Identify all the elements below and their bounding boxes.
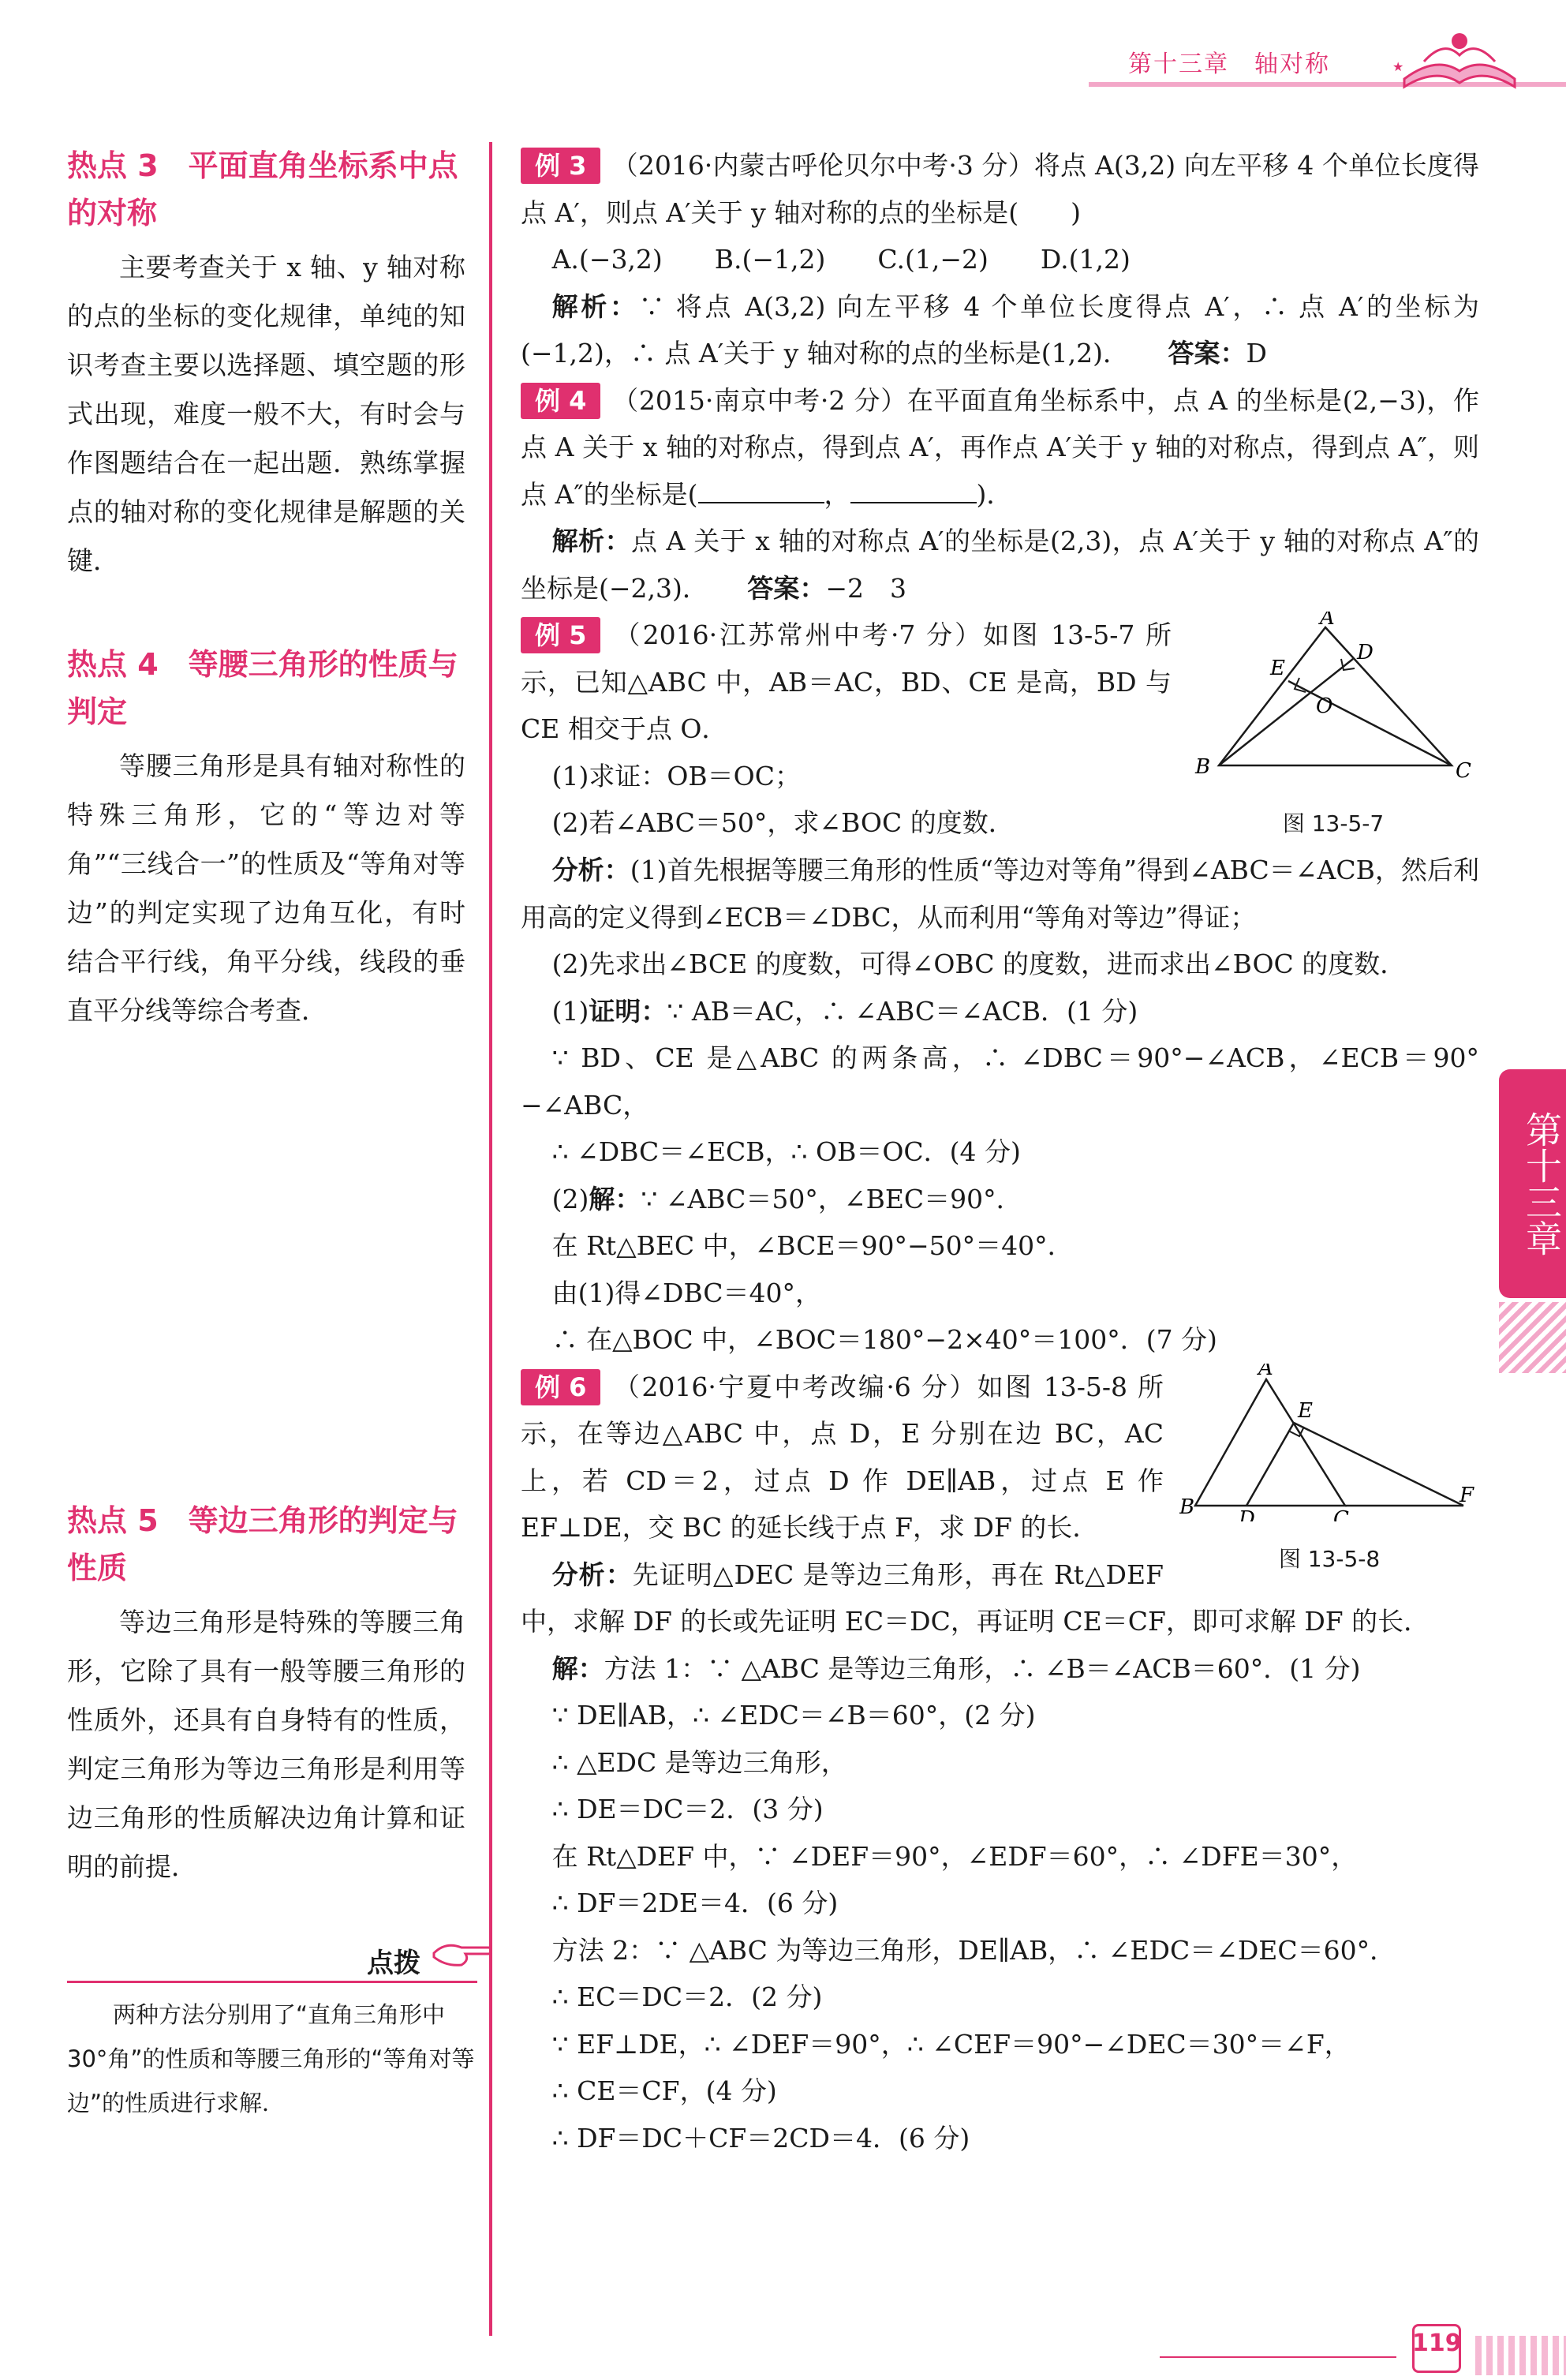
example-5-proof-line-2: ∵ BD、CE 是△ABC 的两条高，∴ ∠DBC＝90°−∠ACB，∠ECB＝90°−∠ABC， xyxy=(521,1042,1479,1121)
example-5-proof-prefix: (1) xyxy=(551,995,589,1027)
chapter-side-tab-label: 第十三章 xyxy=(1520,1111,1563,1256)
example-6-analysis-label: 分析： xyxy=(551,1559,633,1590)
hotspot-5 xyxy=(67,1497,465,1892)
example-5 xyxy=(521,612,1479,1364)
fig1-label-a: A xyxy=(1320,612,1335,630)
example-5-analysis-2: (2)先求出∠BCE 的度数，可得∠OBC 的度数，进而求出∠BOC 的度数． xyxy=(551,949,1407,979)
example-6-sol-line-8: ∵ EF⊥DE，∴ ∠DEF＝90°，∴ ∠CEF＝90°−∠DEC＝30°＝∠F， xyxy=(551,2028,1351,2060)
side-tab-stripes xyxy=(1499,1302,1566,1373)
example-5-sol-line-1: 在 Rt△BEC 中，∠BCE＝90°−50°＝40°． xyxy=(551,1230,1074,1261)
example-5-analysis-1: (1)首先根据等腰三角形的性质“等边对等角”得到∠ABC＝∠ACB，然后利用高的定义得到∠ECB＝∠DBC，从而利用“等角对等边”得证； xyxy=(521,855,1480,933)
example-6-sol-label: 解： xyxy=(551,1652,604,1684)
example-4-analysis-label: 解析： xyxy=(551,526,632,556)
figure-13-5-7-caption: 图 13-5-7 xyxy=(1282,810,1385,836)
example-5-stem: （2016·江苏常州中考·7 分）如图 13-5-7 所示，已知△ABC 中，AB＝AC，BD、CE 是高，BD 与 CE 相交于点 O． xyxy=(521,619,1172,744)
example-6-sol-line-3: ∴ DE＝DC＝2．(3 分) xyxy=(551,1794,824,1824)
fig2-label-a: A xyxy=(1258,1363,1273,1380)
example-5-proof-label: 证明： xyxy=(589,995,667,1027)
example-4-answer: −2 3 xyxy=(825,572,907,604)
example-5-label: 例 5 xyxy=(521,617,600,653)
answer-blank-2 xyxy=(850,480,977,503)
tip-body: 两种方法分别用了“直角三角形中 30°角”的性质和等腰三角形的“等角对等边”的性质进行求解． xyxy=(67,2001,475,2116)
fig2-label-c: C xyxy=(1333,1506,1349,1521)
fig1-label-e: E xyxy=(1270,657,1285,680)
hotspot-3-title: 热点 3 平面直角坐标系中点的对称 xyxy=(67,148,458,230)
figure-13-5-8 xyxy=(1179,1364,1479,1583)
example-6-sol-line-9: ∴ CE＝CF，(4 分) xyxy=(551,2075,777,2106)
column-divider xyxy=(489,142,492,2336)
fig1-label-d: D xyxy=(1357,641,1374,664)
chapter-header-title: 第十三章 轴对称 xyxy=(1128,51,1330,78)
example-5-q1: (1)求证：OB＝OC； xyxy=(551,760,801,791)
footer-line xyxy=(1160,2356,1396,2358)
example-4-label: 例 4 xyxy=(521,383,600,419)
example-5-proof-line-3: ∴ ∠DBC＝∠ECB，∴ OB＝OC．(4 分) xyxy=(551,1136,1021,1167)
examples-column xyxy=(521,142,1479,2161)
example-5-sol-prefix: (2) xyxy=(551,1183,589,1214)
example-5-sol-line-2: 由(1)得∠DBC＝40°， xyxy=(551,1277,822,1308)
example-5-sol-line-3: ∴ 在△BOC 中，∠BOC＝180°−2×40°＝100°．(7 分) xyxy=(551,1324,1217,1355)
example-3-analysis-label: 解析： xyxy=(551,290,639,322)
example-4 xyxy=(521,377,1479,612)
hotspot-4-body: 等腰三角形是具有轴对称性的特殊三角形，它的“等边对等角”“三线合一”的性质及“等角对等边”的判定实现了边角互化，有时结合平行线，角平分线，线段的垂直平分线等综合考查． xyxy=(67,750,465,1026)
example-5-proof-line-1: ∵ AB＝AC，∴ ∠ABC＝∠ACB．(1 分) xyxy=(667,995,1138,1027)
example-4-answer-label: 答案： xyxy=(747,572,826,604)
page-number: 119 xyxy=(1412,2329,1462,2357)
example-6-sol-line-2: ∴ △EDC 是等边三角形， xyxy=(551,1746,847,1778)
example-4-stem-b: )． xyxy=(976,478,1013,510)
example-6-sol-first: 方法 1：∵ △ABC 是等边三角形，∴ ∠B＝∠ACB＝60°．(1 分) xyxy=(604,1652,1361,1684)
fig2-label-b: B xyxy=(1179,1495,1195,1519)
svg-text:★: ★ xyxy=(1392,59,1404,74)
example-6-sol-line-5: ∴ DF＝2DE＝4．(6 分) xyxy=(551,1888,839,1918)
triangle-figure-1 xyxy=(1187,612,1479,785)
hotspot-3 xyxy=(67,142,465,586)
hotspot-5-title: 热点 5 等边三角形的判定与性质 xyxy=(67,1503,458,1585)
fig2-label-f: F xyxy=(1459,1483,1474,1507)
fig2-label-e: E xyxy=(1298,1398,1313,1423)
footer-dots xyxy=(1475,2336,1566,2375)
example-6-label: 例 6 xyxy=(521,1369,600,1405)
example-6-sol-line-10: ∴ DF＝DC＋CF＝2CD＝4．(6 分) xyxy=(551,2122,970,2154)
hotspot-3-body: 主要考查关于 x 轴、y 轴对称的点的坐标的变化规律，单纯的知识考查主要以选择题、填空题的形式出现，难度一般不大，有时会与作图题结合在一起出题．熟练掌握点的轴对称的变化规律是解题的关键． xyxy=(67,252,465,576)
hotspot-4-title: 热点 4 等腰三角形的性质与判定 xyxy=(67,647,458,729)
example-5-sol-first: ∵ ∠ABC＝50°，∠BEC＝90°． xyxy=(641,1183,1022,1214)
answer-blank-1 xyxy=(698,480,824,503)
example-6-sol-line-1: ∵ DE∥AB，∴ ∠EDC＝∠B＝60°，(2 分) xyxy=(551,1700,1036,1731)
hotspot-column xyxy=(67,142,465,1892)
example-6 xyxy=(521,1364,1479,2162)
example-5-q2: (2)若∠ABC＝50°，求∠BOC 的度数． xyxy=(551,807,1015,838)
tip-divider xyxy=(67,1981,477,1983)
example-5-analysis-label: 分析： xyxy=(551,855,630,885)
figure-13-5-8-caption: 图 13-5-8 xyxy=(1278,1546,1381,1572)
hotspot-5-body: 等边三角形是特殊的等腰三角形，它除了具有一般等腰三角形的性质外，还具有自身特有的性质，判定三角形为等边三角形是利用等边三角形的性质解决边角计算和证明的前提． xyxy=(67,1607,465,1882)
example-6-stem: （2016·宁夏中考改编·6 分）如图 13-5-8 所示，在等边△ABC 中，点 D，E 分别在边 BC，AC 上，若 CD＝2，过点 D 作 DE∥AB，过点 E 作 EF⊥DE，交 BC 的延长线于点 F，求 DF 的长． xyxy=(521,1371,1164,1543)
example-6-sol-line-6: 方法 2：∵ △ABC 为等边三角形，DE∥AB，∴ ∠EDC＝∠DEC＝60°． xyxy=(551,1934,1396,1966)
example-6-sol-line-4: 在 Rt△DEF 中，∵ ∠DEF＝90°，∠EDF＝60°，∴ ∠DFE＝30°， xyxy=(551,1840,1358,1872)
figure-13-5-7 xyxy=(1187,612,1479,847)
example-5-sol-label: 解： xyxy=(589,1183,641,1214)
example-3-analysis: ∵ 将点 A(3,2) 向左平移 4 个单位长度得点 A′，∴ 点 A′的坐标为(−1,2)，∴ 点 A′关于 y 轴对称的点的坐标是(1,2)． xyxy=(521,290,1480,369)
example-3-answer: D xyxy=(1246,338,1268,369)
example-3-label: 例 3 xyxy=(521,148,600,184)
example-4-analysis: 点 A 关于 x 轴的对称点 A′的坐标是(2,3)，点 A′关于 y 轴的对称点 A″的坐标是(−2,3)． xyxy=(521,526,1480,604)
example-3-stem: （2016·内蒙古呼伦贝尔中考·3 分）将点 A(3,2) 向左平移 4 个单位长度得点 A′，则点 A′关于 y 轴对称的点的坐标是( ) xyxy=(521,150,1479,228)
example-3 xyxy=(521,142,1479,377)
tip-title: 点拨 xyxy=(367,1948,420,1979)
fig1-label-b: B xyxy=(1195,755,1211,779)
fig2-label-d: D xyxy=(1239,1506,1255,1521)
example-4-stem-comma: ， xyxy=(824,478,850,510)
example-6-analysis: 先证明△DEC 是等边三角形，再在 Rt△DEF 中，求解 DF 的长或先证明 EC＝DC，再证明 CE＝CF，即可求解 DF 的长． xyxy=(521,1559,1430,1637)
fig1-label-c: C xyxy=(1456,759,1471,783)
triangle-figure-2 xyxy=(1179,1364,1479,1521)
pointing-hand-icon xyxy=(430,1933,493,1973)
example-4-stem-a: （2015·南京中考·2 分）在平面直角坐标系中，点 A 的坐标是(2,−3)，作点 A 关于 x 轴的对称点，得到点 A′，再作点 A′关于 y 轴的对称点，得到点 A″，则点 A″的坐标是( xyxy=(521,384,1479,510)
example-3-answer-label: 答案： xyxy=(1168,338,1246,369)
book-icon xyxy=(1388,24,1530,95)
example-6-sol-line-7: ∴ EC＝DC＝2．(2 分) xyxy=(551,1981,823,2012)
fig1-label-o: O xyxy=(1316,694,1333,718)
hotspot-4 xyxy=(67,641,465,1035)
example-3-options: A.(−3,2) B.(−1,2) C.(1,−2) D.(1,2) xyxy=(551,244,1131,275)
